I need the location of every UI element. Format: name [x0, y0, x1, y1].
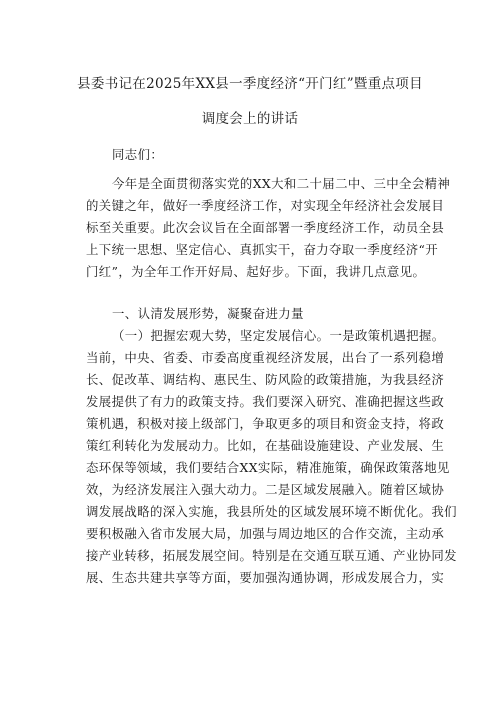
paragraph-line: 策红利转化为发展动力。比如，在基础设施建设、产业发展、生 [86, 438, 445, 453]
paragraph-line: 态环保等领域，我们要结合XX实际，精准施策，确保政策落地见 [86, 460, 450, 475]
paragraph-line: 策机遇，积极对接上级部门，争取更多的项目和资金支持，将政 [86, 416, 445, 431]
paragraph-line: 发展提供了有力的政策支持。我们要深入研究、准确把握这些政 [86, 394, 445, 409]
paragraph-line: 今年是全面贯彻落实党的XX大和二十届二中、三中全会精神 [112, 176, 451, 191]
greeting [86, 144, 418, 166]
section-heading-text: 一、认清发展形势，凝聚奋进力量 [112, 306, 304, 321]
paragraph-line: 效，为经济发展注入强大动力。二是区域发展融入。随着区域协 [86, 482, 445, 497]
paragraph-line: 展、生态共建共享等方面，要加强沟通协调，形成发展合力，实 [86, 570, 445, 585]
document-title-line-2: 调度会上的讲话 [201, 111, 299, 127]
paragraph-line: 当前，中央、省委、市委高度重视经济发展，出台了一系列稳增 [86, 350, 445, 365]
greeting-text: 同志们： [112, 147, 164, 162]
paragraph-section-1-1 [86, 325, 457, 589]
paragraph-line: 上下统一思想、坚定信心、真抓实干，奋力夺取一季度经济“开 [86, 242, 439, 257]
paragraph-line: 要积极融入省市发展大局，加强与周边地区的合作交流，主动承 [86, 526, 445, 541]
paragraph-line: 的关键之年，做好一季度经济工作，对实现全年经济社会发展目 [86, 198, 445, 213]
paragraph-line: 接产业转移，拓展发展空间。特别是在交通互联互通、产业协同发 [86, 548, 457, 563]
paragraph-line: 标至关重要。此次会议旨在全面部署一季度经济工作，动员全县 [86, 220, 445, 235]
paragraph-line: 门红”，为全年工作开好局、起好步。下面，我讲几点意见。 [86, 264, 426, 279]
paragraph-intro [86, 173, 451, 283]
paragraph-line: 调发展战略的深入实施，我县所处的区域发展环境不断优化。我们 [86, 504, 457, 519]
paragraph-line: 长、促改革、调结构、惠民生、防风险的政策措施，为我县经济 [86, 372, 445, 387]
paragraph-line: （一）把握宏观大势，坚定发展信心。一是政策机遇把握。 [112, 328, 445, 343]
section-heading-1 [86, 303, 418, 325]
document-title-line-1: 县委书记在2025年XX县一季度经济“开门红”暨重点项目 [77, 76, 423, 92]
